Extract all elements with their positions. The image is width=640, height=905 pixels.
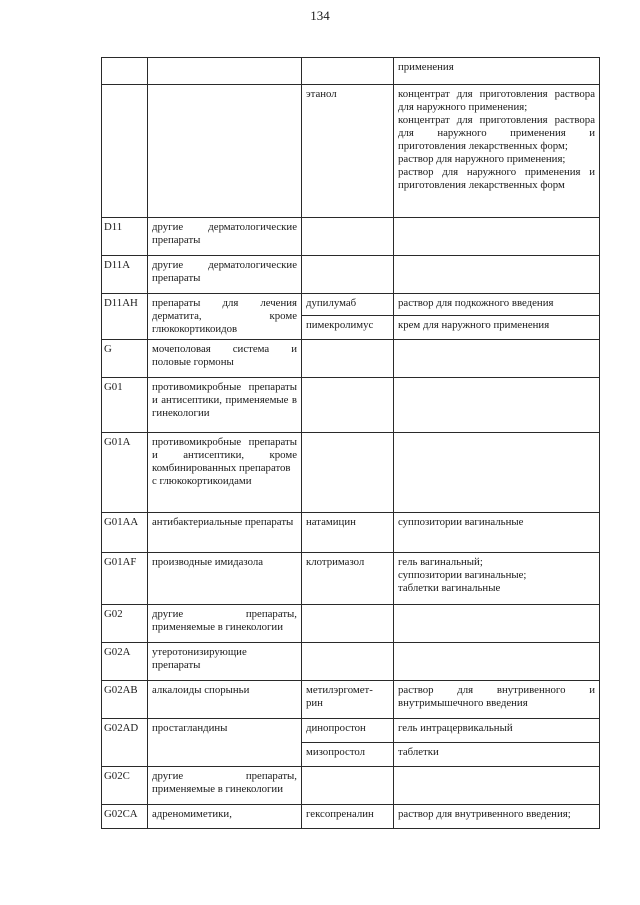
table-row [102, 719, 600, 743]
atc-code-cell: G [102, 340, 148, 378]
atc-code-cell: G02C [102, 767, 148, 805]
group-name-cell: алкалоиды спорыньи [148, 681, 302, 719]
drug-name-cell [302, 340, 394, 378]
dosage-form-cell [394, 256, 600, 294]
group-name-cell: другие дерматологические препараты [148, 218, 302, 256]
table-row [102, 643, 600, 681]
dosage-form-cell: суппозитории вагинальные [394, 513, 600, 553]
dosage-form-cell: раствор для внутривенного введения; [394, 805, 600, 829]
dosage-form-cell: применения [394, 58, 600, 85]
atc-code-cell: G02AB [102, 681, 148, 719]
drug-name-cell: натамицин [302, 513, 394, 553]
table-row [102, 681, 600, 719]
group-name-cell: противомикробные препараты и антисептики, применяемые в гинекологии [148, 378, 302, 433]
table-row [102, 378, 600, 433]
group-name-cell: простагландины [148, 719, 302, 767]
atc-code-cell: G01AF [102, 553, 148, 605]
group-name-cell: адреномиметики, [148, 805, 302, 829]
atc-code-cell [102, 58, 148, 85]
table-row [102, 553, 600, 605]
dosage-form-cell: раствор для подкожного введения [394, 294, 600, 316]
table-row [102, 294, 600, 316]
page-number: 134 [310, 8, 330, 23]
dosage-form-cell [394, 767, 600, 805]
table-row [102, 805, 600, 829]
drug-name-cell: динопростон [302, 719, 394, 743]
atc-code-cell [102, 85, 148, 218]
dosage-form-cell [394, 218, 600, 256]
atc-code-cell: D11AH [102, 294, 148, 340]
dosage-form-cell [394, 605, 600, 643]
atc-code-cell: G01AA [102, 513, 148, 553]
atc-code-cell: D11 [102, 218, 148, 256]
group-name-cell: другие дерматологические препараты [148, 256, 302, 294]
atc-code-cell: G01A [102, 433, 148, 513]
drug-name-cell [302, 643, 394, 681]
table-row [102, 767, 600, 805]
table-row [102, 340, 600, 378]
atc-code-cell: G02A [102, 643, 148, 681]
drug-name-cell: гексопреналин [302, 805, 394, 829]
dosage-form-cell: раствор для внутривенного и внутримышечного введения [394, 681, 600, 719]
dosage-form-cell [394, 340, 600, 378]
drug-name-cell: метилэргомет- рин [302, 681, 394, 719]
table-row [102, 256, 600, 294]
group-name-cell: противомикробные препараты и антисептики, кроме комбинированных препаратов с глюкокортикоидами [148, 433, 302, 513]
atc-code-cell: G01 [102, 378, 148, 433]
group-name-cell [148, 58, 302, 85]
table-row [102, 513, 600, 553]
drug-name-cell [302, 605, 394, 643]
drug-name-cell [302, 218, 394, 256]
table-row [102, 218, 600, 256]
group-name-cell: другие препараты, применяемые в гинекологии [148, 767, 302, 805]
dosage-form-cell: концентрат для приготовления раствора для наружного применения; концентрат для приготовления раствора для наружного применения и приготовления лекарственных форм; раствор для наружного применения; раствор для наружного применения и приготовления лекарственных форм [394, 85, 600, 218]
drug-name-cell [302, 433, 394, 513]
table-row [102, 85, 600, 218]
group-name-cell [148, 85, 302, 218]
group-name-cell: антибактериальные препараты [148, 513, 302, 553]
dosage-form-cell: гель вагинальный; суппозитории вагинальные; таблетки вагинальные [394, 553, 600, 605]
group-name-cell: мочеполовая система и половые гормоны [148, 340, 302, 378]
atc-code-cell: G02 [102, 605, 148, 643]
group-name-cell: препараты для лечения дерматита, кроме глюкокортикоидов [148, 294, 302, 340]
drug-name-cell [302, 378, 394, 433]
table-row [102, 433, 600, 513]
dosage-form-cell: таблетки [394, 743, 600, 767]
drug-name-cell [302, 256, 394, 294]
dosage-form-cell [394, 378, 600, 433]
table-row [102, 58, 600, 85]
atc-code-cell: G02CA [102, 805, 148, 829]
drug-name-cell: дупилумаб [302, 294, 394, 316]
dosage-form-cell [394, 643, 600, 681]
dosage-form-cell [394, 433, 600, 513]
atc-code-cell: G02AD [102, 719, 148, 767]
dosage-form-cell: крем для наружного применения [394, 316, 600, 340]
group-name-cell: производные имидазола [148, 553, 302, 605]
table-row [102, 605, 600, 643]
drug-name-cell [302, 58, 394, 85]
atc-code-cell: D11A [102, 256, 148, 294]
drug-classification-table [101, 57, 600, 829]
drug-name-cell: мизопростол [302, 743, 394, 767]
group-name-cell: утеротонизирующие препараты [148, 643, 302, 681]
group-name-cell: другие препараты, применяемые в гинекологии [148, 605, 302, 643]
drug-name-cell [302, 767, 394, 805]
dosage-form-cell: гель интрацервикальный [394, 719, 600, 743]
drug-name-cell: клотримазол [302, 553, 394, 605]
drug-name-cell: этанол [302, 85, 394, 218]
drug-name-cell: пимекролимус [302, 316, 394, 340]
